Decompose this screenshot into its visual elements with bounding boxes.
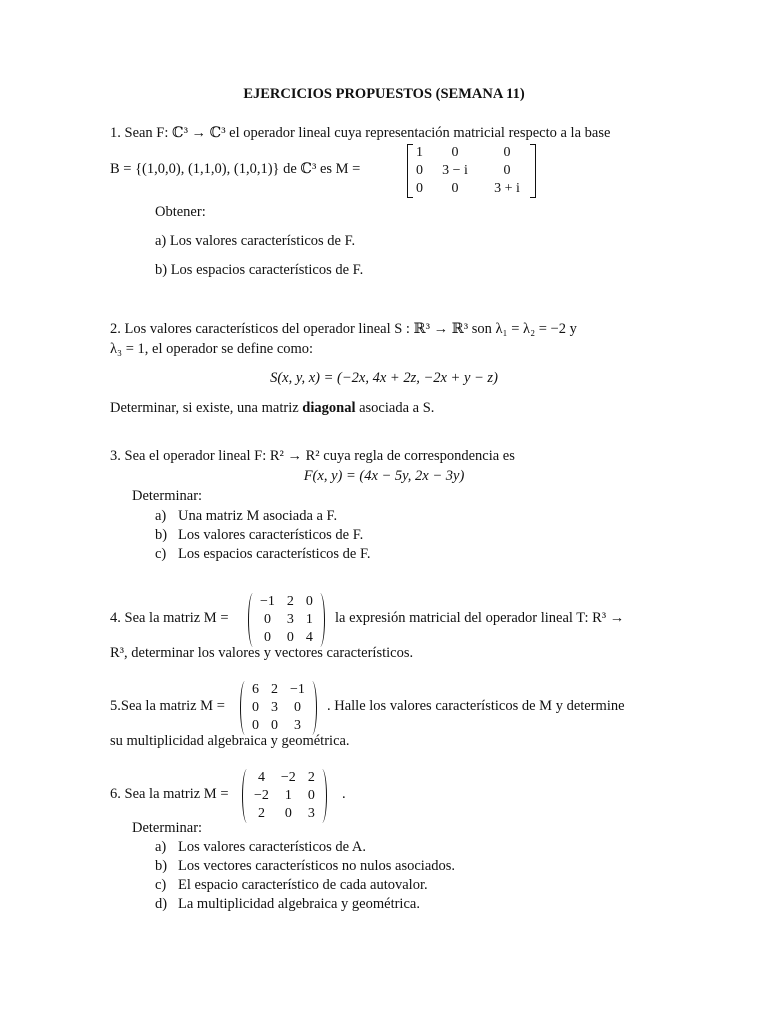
matrix-cell: −2: [254, 788, 269, 803]
matrix-left-paren: [242, 769, 252, 823]
ex2-det-pre: Determinar, si existe, una matriz: [110, 400, 303, 416]
matrix-cell: 2: [307, 770, 315, 785]
matrix-cell: 0: [252, 718, 259, 733]
matrix-right-paren: [307, 681, 317, 735]
matrix-cell: 0: [293, 700, 301, 715]
ex5-matrix: [246, 681, 311, 735]
ex6-label-c: c): [155, 877, 167, 893]
matrix-right-paren: [317, 769, 327, 823]
ex3-item-b: Los valores característicos de F.: [178, 527, 364, 543]
matrix-cell: 2: [257, 806, 265, 821]
ex5-line2: su multiplicidad algebraica y geométrica.: [110, 733, 350, 749]
ex6-item-a: Los valores característicos de A.: [178, 839, 367, 855]
matrix-cell: 0: [503, 145, 511, 160]
matrix-cell: 1: [284, 788, 292, 803]
ex6-determine: Determinar:: [132, 820, 203, 836]
ex2-determine: [110, 400, 434, 417]
matrix-cell: 3: [271, 700, 278, 715]
matrix-cell: 0: [305, 594, 313, 609]
matrix-cell: 3 − i: [442, 163, 468, 178]
matrix-cell: 0: [263, 612, 271, 627]
matrix-cell: 0: [284, 806, 292, 821]
matrix-left-bracket: [407, 144, 413, 198]
ex2-line1: 2. Los valores característicos del operador lineal S : ℝ³ → ℝ³ son λ₁ = λ₂ = −2 y: [110, 321, 577, 337]
ex6-item-d: La multiplicidad algebraica y geométrica.: [178, 896, 420, 912]
ex6-label-d: d): [155, 896, 168, 912]
matrix-cell: 0: [286, 630, 294, 645]
matrix-cell: 6: [252, 682, 259, 697]
ex4-post: la expresión matricial del operador lineal T: R³ →: [335, 610, 625, 626]
ex6-label-b: b): [155, 858, 168, 874]
matrix-cell: 4: [257, 770, 265, 785]
matrix-left-paren: [248, 593, 258, 647]
matrix-cell: 0: [451, 145, 459, 160]
page-title: EJERCICIOS PROPUESTOS (SEMANA 11): [243, 86, 525, 102]
matrix-cell: 1: [416, 145, 423, 160]
matrix-cell: 2: [271, 682, 278, 697]
matrix-cell: 3: [307, 806, 315, 821]
matrix-cell: −2: [280, 770, 296, 785]
ex4-pre: 4. Sea la matriz M =: [110, 610, 229, 626]
ex3-item-a: Una matriz M asociada a F.: [178, 508, 338, 524]
ex1-line2: B = {(1,0,0), (1,1,0), (1,0,1)} de ℂ³ es M =: [110, 161, 361, 177]
ex3-label-c: c): [155, 546, 167, 562]
matrix-cell: 4: [305, 630, 313, 645]
ex2-line2: λ₃ = 1, el operador se define como:: [110, 341, 314, 357]
matrix-cell: −1: [260, 594, 275, 609]
ex6-item-b: Los vectores característicos no nulos asociados.: [178, 858, 456, 874]
ex1-obtain: Obtener:: [155, 204, 206, 220]
matrix-cell: 0: [451, 181, 459, 196]
ex3-determine: Determinar:: [132, 488, 203, 504]
ex1-item-a: a) Los valores característicos de F.: [155, 233, 356, 249]
matrix-cell: 0: [416, 181, 423, 196]
ex2-formula: S(x, y, x) = (−2x, 4x + 2z, −2x + y − z): [270, 370, 498, 386]
ex3-formula: F(x, y) = (4x − 5y, 2x − 3y): [303, 468, 465, 484]
matrix-cell: 2: [286, 594, 294, 609]
matrix-cell: 0: [263, 630, 271, 645]
matrix-right-paren: [315, 593, 325, 647]
ex1-matrix: [410, 144, 533, 198]
ex4-matrix: [254, 593, 319, 647]
ex3-label-a: a): [155, 508, 167, 524]
ex6-matrix: [248, 769, 321, 823]
ex6-item-c: El espacio característico de cada autovalor.: [178, 877, 428, 893]
ex5-post: . Halle los valores característicos de M y determine: [327, 698, 625, 714]
ex3-item-c: Los espacios característicos de F.: [178, 546, 371, 562]
matrix-cell: 1: [305, 612, 313, 627]
matrix-cell: 0: [307, 788, 315, 803]
ex5-pre: 5.Sea la matriz M =: [110, 698, 225, 714]
matrix-left-paren: [240, 681, 250, 735]
ex1-item-b: b) Los espacios característicos de F.: [155, 262, 364, 278]
matrix-cell: 3: [293, 718, 301, 733]
matrix-cell: 3: [286, 612, 294, 627]
ex3-label-b: b): [155, 527, 168, 543]
matrix-cell: 0: [503, 163, 511, 178]
matrix-cell: 3 + i: [494, 181, 520, 196]
ex3-line1: 3. Sea el operador lineal F: R² → R² cuya regla de correspondencia es: [110, 448, 515, 464]
matrix-right-bracket: [530, 144, 536, 198]
ex6-pre: 6. Sea la matriz M =: [110, 786, 229, 802]
ex6-label-a: a): [155, 839, 167, 855]
ex2-det-post: asociada a S.: [355, 400, 435, 416]
ex4-line2: R³, determinar los valores y vectores característicos.: [110, 645, 414, 661]
matrix-cell: −1: [290, 682, 305, 697]
matrix-cell: 0: [271, 718, 278, 733]
ex2-det-bold: diagonal: [302, 400, 356, 416]
matrix-cell: 0: [252, 700, 259, 715]
matrix-cell: 0: [416, 163, 423, 178]
ex1-line1: 1. Sean F: ℂ³ → ℂ³ el operador lineal cuya representación matricial respecto a la base: [110, 125, 611, 141]
ex6-post: .: [342, 786, 346, 802]
